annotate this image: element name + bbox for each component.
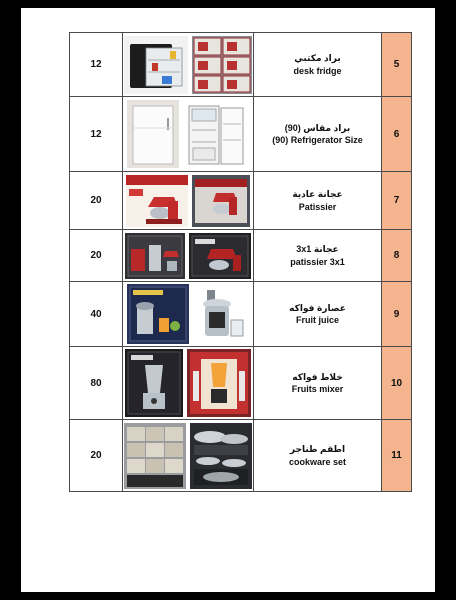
table-row <box>70 172 412 230</box>
table-row <box>70 230 412 282</box>
product-name-arabic: عجانة 3x1 <box>296 244 339 255</box>
quantity-cell: 20 <box>70 230 123 282</box>
item-number: 5 <box>382 33 412 97</box>
patissier-3x1-box-photo <box>125 233 185 279</box>
item-number: 8 <box>382 230 412 282</box>
product-name-english: desk fridge <box>293 65 342 76</box>
product-name-english: Patissier <box>298 201 337 212</box>
item-number: 6 <box>382 97 412 172</box>
table-row <box>70 420 412 492</box>
product-table <box>69 32 412 492</box>
cookware-set-photo <box>190 423 252 489</box>
product-name-arabic: عجانة عادية <box>292 189 343 200</box>
fridge-boxes-photo <box>192 36 252 94</box>
desk-fridge-photo <box>124 36 188 94</box>
refrigerator-closed-photo <box>127 100 179 168</box>
product-name-arabic: اطقم طناجر <box>289 444 346 455</box>
quantity-cell: 20 <box>70 172 123 230</box>
patissier-3x1-box-photo-2 <box>189 233 251 279</box>
product-name-english: Fruit juice <box>295 315 339 325</box>
quantity-cell: 20 <box>70 420 123 492</box>
blender-boxes-photo <box>187 349 251 417</box>
item-number: 10 <box>382 347 412 420</box>
juicer-box-photo <box>127 284 189 344</box>
product-name-arabic: براد مقاس (90) <box>284 122 351 133</box>
product-name-arabic: خلاط فواكه <box>292 371 343 382</box>
table-row <box>70 97 412 172</box>
cookware-boxes-photo <box>124 423 186 489</box>
item-number: 9 <box>382 282 412 347</box>
item-number: 11 <box>382 420 412 492</box>
product-name-english: cookware set <box>288 456 347 467</box>
table-row <box>70 282 412 347</box>
product-name-arabic: عصارة فواكه <box>289 302 346 313</box>
quantity-cell: 40 <box>70 282 123 347</box>
product-name-arabic: براد مكتبي <box>294 53 341 64</box>
table-row <box>70 33 412 97</box>
item-number: 7 <box>382 172 412 230</box>
stand-mixer-box-photo <box>126 175 188 227</box>
product-name-english: patissier 3x1 <box>290 256 345 267</box>
blender-box-photo <box>125 349 183 417</box>
refrigerator-open-photo <box>183 100 249 168</box>
quantity-cell: 12 <box>70 97 123 172</box>
quantity-cell: 80 <box>70 347 123 420</box>
table-row <box>70 347 412 420</box>
stand-mixer-box-photo-2 <box>192 175 250 227</box>
document-page <box>21 8 435 592</box>
product-name-english: (90) Refrigerator Size <box>272 135 363 145</box>
juicer-photo <box>193 284 249 344</box>
quantity-cell: 12 <box>70 33 123 97</box>
product-name-english: Fruits mixer <box>291 384 344 394</box>
